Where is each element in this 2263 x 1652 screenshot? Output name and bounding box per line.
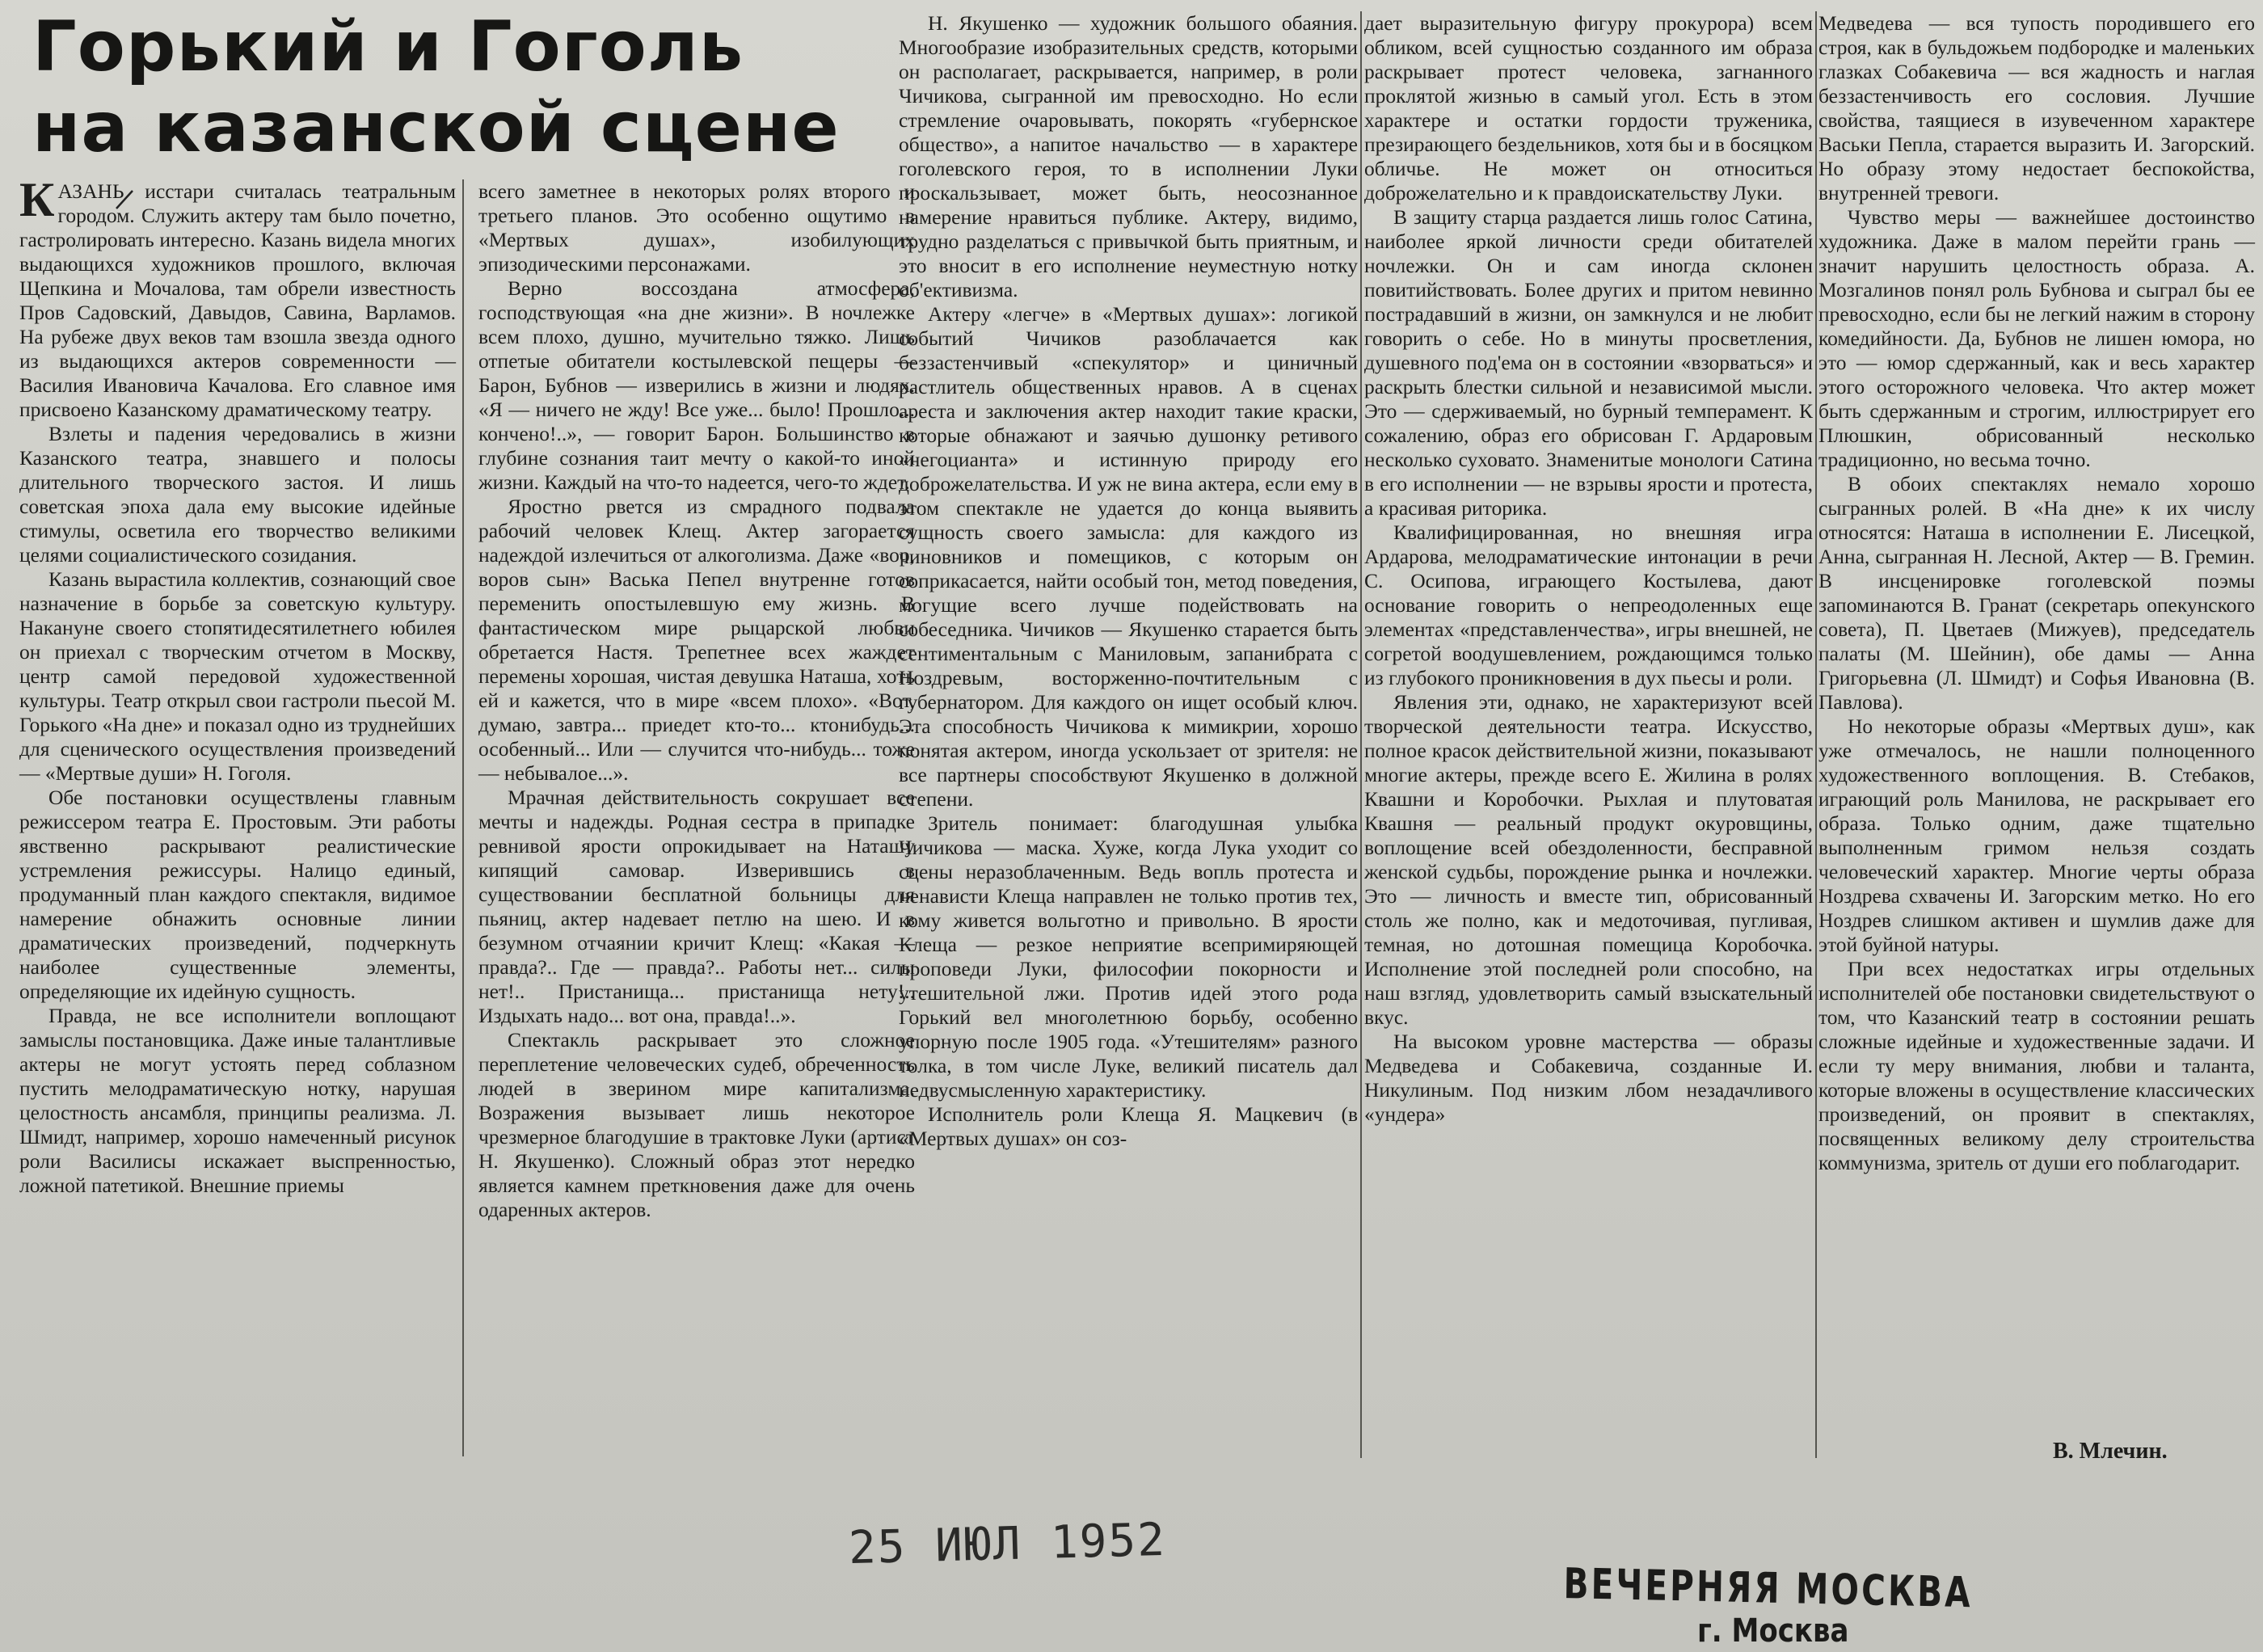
- dropcap: К: [19, 173, 55, 226]
- headline-line-1: Горький и Гоголь: [32, 6, 744, 87]
- paragraph: Яростно рвется из смрадного подвала рабочий человек Клещ. Актер загорается надеждой излечиться от алкоголизма. Даже «вор, воров сын» Васька Пепел внутренне готов переменить опостылевшую ему жизнь. В фантастическом мире рыцарской любви обретается Настя. Трепетнее всех жаждет перемены хорошая, чистая девушка Наташа, хоть ей и кажется, что в мире «всем плохо». «Вот, думаю, завтра... приедет кто-то... ктонибудь... особенный... Или — случится что-нибудь... тоже — небывалое...».: [478, 495, 915, 785]
- paragraph: Верно воссоздана атмосфера, господствующая «на дне жизни». В ночлежке всем плохо, душно, мучительно тяжко. Лишь отпетые обитатели костылевской пещеры — Барон, Бубнов — изверились в жизни и людях. «Я — ничего не жду! Все уже... было! Прошло... кончено!..», — говорит Барон. Большинство в глубине сознания таит мечту о какой-то иной жизни. Каждый на что-то надеется, чего-то ждет.: [478, 276, 915, 494]
- column-rule: [1360, 11, 1362, 1458]
- paragraph: Взлеты и падения чередовались в жизни Казанского театра, знавшего и полосы длительного творческого застоя. И лишь советская эпоха дала ему высокие идейные стимулы, осветила его творчество великими целями социалистического созидания.: [19, 422, 456, 567]
- paragraph: В защиту старца раздается лишь голос Сатина, наиболее яркой личности среди обитателей ночлежки. Он и сам иногда склонен повитийствовать. Более других и притом невинно пострадавший в жизни, он замкнулся и не любит говорить о себе. Но в минуты просветления, душевного под'ема он в состоянии «взорваться» и раскрыть блестки сильной и независимой мысли. Это — сдерживаемый, но бурный темперамент. К сожалению, образ его обрисован Г. Ардаровым несколько суховато. Знаменитые монологи Сатина в его исполнении — не взрывы ярости и протеста, а красивая риторика.: [1364, 205, 1813, 520]
- newspaper-name-stamp: ВЕЧЕРНЯЯ МОСКВА: [1563, 1560, 1974, 1618]
- paragraph: Но некоторые образы «Мертвых душ», как уже отмечалось, не нашли полноценного художественного воплощения. В. Стебаков, играющий роль Манилова, не раскрывает его образа. Только одним, даже тщательно выполненным гримом нельзя создать человеческий характер. Многие черты образа Ноздрева схвачены И. Загорским метко. Но его Ноздрев слишком активен и шумлив даже для этой буйной натуры.: [1818, 714, 2255, 956]
- paragraph: Явления эти, однако, не характеризуют всей творческой деятельности театра. Искусство, полное красок действительной жизни, показывают многие актеры, прежде всего Е. Жилина в ролях Квашни и Коробочки. Рыхлая и плутоватая Квашня — реальный продукт окуровщины, воплощение всей обездоленности, бесправной женской судьбы, порождение рынка и ночлежки. Это — личность и вместе тип, обрисованный столь же полно, как и медоточивая, пугливая, темная, но дотошная помещица Коробочка. Исполнение этой последней роли способно, на наш взгляд, удовлетворить самый взыскательный вкус.: [1364, 690, 1813, 1029]
- paragraph: Исполнитель роли Клеща Я. Мацкевич (в «Мертвых душах» он соз-: [899, 1102, 1358, 1150]
- author-signature: В. Млечин.: [2053, 1439, 2168, 1464]
- city-stamp: г. Москва: [1697, 1612, 1849, 1650]
- paragraph: Квалифицированная, но внешняя игра Ардарова, мелодраматические интонации в речи С. Осипова, играющего Костылева, дают основание говорить о непреодоленных еще элементах «представленчества», игры внешней, не согретой воодушевлением, рождающимся только из глубокого проникновения в дух пьесы и роли.: [1364, 520, 1813, 689]
- column-1: [19, 173, 456, 1198]
- paragraph: КАЗАНЬ исстари считалась театральным городом. Служить актеру там было почетно, гастролировать интересно. Казань видела многих выдающихся художников прошлого, включая Щепкина и Мочалова, там обрели известность Пров Садовский, Давыдов, Савина, Варламов. На рубеже двух веков там взошла звезда одного из выдающихся актеров современности — Василия Ивановича Качалова. Его славное имя присвоено Казанскому драматическому театру.: [19, 173, 456, 421]
- paragraph: Казань вырастила коллектив, сознающий свое назначение в борьбе за советскую культуру. Накануне своего стопятидесятилетнего юбилея он приехал с творческим отчетом в Москву, центр самой передовой художественной культуры. Театр открыл свои гастроли пьесой М. Горького «На дне» и показал одно из труднейших для сценического осуществления произведений — «Мертвые души» Н. Гоголя.: [19, 567, 456, 785]
- paragraph: Обе постановки осуществлены главным режиссером театра Е. Простовым. Эти работы явственно раскрывают реалистические устремления режиссуры. Налицо единый, продуманный план каждого спектакля, видимое намерение обнажить основные линии драматических произведений, подчеркнуть наиболее существенные элементы, определяющие их идейную сущность.: [19, 786, 456, 1003]
- column-rule: [1815, 11, 1817, 1458]
- paragraph: дает выразительную фигуру прокурора) всем обликом, всей сущностью созданного им образа раскрывает протест человека, загнанного проклятой жизнью в самый угол. Есть в этом характере и остатки гордости труженика, презирающего бездельников, хотя бы и в босяцком обличье. Не может он относиться доброжелательно и к правдоискательству Луки.: [1364, 11, 1813, 204]
- paragraph: Н. Якушенко — художник большого обаяния. Многообразие изобразительных средств, которыми он располагает, раскрывается, например, в роли Чичикова, сыгранной им превосходно. Но если стремление очаровывать, покорять «губернское общество», а напитое начальство — в характере гоголевского героя, то в исполнении Луки проскальзывает, может быть, неосознанное намерение нравиться публике. Актеру, видимо, трудно разделаться с привычкой быть приятным, и это вносит в его исполнение неуместную нотку об'ективизма.: [899, 11, 1358, 301]
- paragraph: На высоком уровне мастерства — образы Медведева и Собакевича, созданные И. Никулиным. Под низким лбом незадачливого «ундера»: [1364, 1030, 1813, 1126]
- paragraph: Медведева — вся тупость породившего его строя, как в бульдожьем подбородке и маленьких глазках Собакевича — вся жадность и наглая беззастенчивость его сословия. Лучшие свойства, таящиеся в изувеченном характере Васьки Пепла, старается выразить И. Загорский. Но образу этому недостает беспокойства, внутренней тревоги.: [1818, 11, 2255, 204]
- paragraph: Актеру «легче» в «Мертвых душах»: логикой событий Чичиков разоблачается как беззастенчивый «спекулятор» и циничный растлитель общественных нравов. А в сценах ареста и заключения актер находит такие краски, которые обнажают и заячью душонку ретивого «негоцианта» и истинную природу его доброжелательства. И уж не вина актера, если ему в этом спектакле не удается до конца выявить сущность своего замысла: для каждого из чиновников и помещиков, с которым он соприкасается, найти особый тон, метод поведения, могущие всего лучше подействовать на собеседника. Чичиков — Якушенко старается быть сентиментальным с Маниловым, запанибрата с Ноздревым, восторженно-почтительным с губернатором. Для каждого он ищет особый ключ. Эта способность Чичикова к мимикрии, хорошо понятая актером, иногда ускользает от зрителя: не все партнеры способствуют Якушенко в должной степени.: [899, 302, 1358, 811]
- column-4: [1364, 11, 1813, 1127]
- paragraph: всего заметнее в некоторых ролях второго и третьего планов. Это особенно ощутимо в «Мертвых душах», изобилующих эпизодическими персонажами.: [478, 179, 915, 276]
- headline-line-2: на казанской сцене: [32, 87, 840, 168]
- date-stamp: 25 ИЮЛ 1952: [848, 1513, 1167, 1575]
- paragraph: Мрачная действительность сокрушает все мечты и надежды. Родная сестра в припадке ревнивой ярости опрокидывает на Наташу кипящий самовар. Изверившись в существовании бесплатной больницы для пьяниц, актер надевает петлю на шею. И в безумном отчаянии кричит Клещ: «Какая — правда?.. Где — правда?.. Работы нет... силы нет!.. Пристанища... пристанища нету!.. Издыхать надо... вот она, правда!..».: [478, 786, 915, 1027]
- paragraph: Спектакль раскрывает это сложное переплетение человеческих судеб, обреченность людей в зверином мире капитализма. Возражения вызывает лишь некоторое чрезмерное благодушие в трактовке Луки (артист Н. Якушенко). Сложный образ этот нередко является камнем преткновения даже для очень одаренных актеров.: [478, 1028, 915, 1221]
- paragraph: Чувство меры — важнейшее достоинство художника. Даже в малом перейти грань — значит нарушить целостность образа. А. Мозгалинов понял роль Бубнова и сыграл бы ее превосходно, если бы не легкий нажим в сторону комедийности. Да, Бубнов не лишен юмора, но это — юмор сдержанный, как и весь характер этого осторожного человека. Что актер может быть сдержанным и строгим, иллюстрирует его Плюшкин, обрисованный несколько традиционно, но весьма точно.: [1818, 205, 2255, 471]
- column-2: [478, 179, 915, 1222]
- paragraph: Правда, не все исполнители воплощают замыслы постановщика. Даже иные талантливые актеры не могут устоять перед соблазном пустить мелодраматическую нотку, нарушая целостность ансамбля, принципы реализма. Л. Шмидт, например, хорошо намеченный рисунок роли Василисы искажает выспренностью, ложной патетикой. Внешние приемы: [19, 1004, 456, 1197]
- paragraph: В обоих спектаклях немало хорошо сыгранных ролей. В «На дне» к их числу относятся: Наташа в исполнении Е. Лисецкой, Анна, сыгранная Н. Лесной, Актер — В. Гремин. В инсценировке гоголевской поэмы запоминаются В. Гранат (секретарь опекунского совета), П. Цветаев (Мижуев), председатель палаты (М. Шейнин), обе дамы — Анна Григорьевна (Л. Шмидт) и Софья Ивановна (В. Павлова).: [1818, 472, 2255, 714]
- column-rule: [462, 179, 464, 1456]
- paragraph: При всех недостатках игры отдельных исполнителей обе постановки свидетельствуют о том, что Казанский театр в состоянии решать сложные идейные и художественные задачи. И если ту меру внимания, любви и таланта, которые вложены в осуществление классических произведений, он проявит в спектаклях, посвященных великому делу строительства коммунизма, зритель от души его поблагодарит.: [1818, 957, 2255, 1174]
- paragraph: Зритель понимает: благодушная улыбка Чичикова — маска. Хуже, когда Лука уходит со сцены неразоблаченным. Ведь вопль протеста и ненависти Клеща направлен не только против тех, кому живется вольготно и привольно. В ярости Клеща — резкое неприятие всепримиряющей проповеди Луки, философии покорности и утешительной лжи. Против идей этого рода Горький вел многолетнюю борьбу, особенно упорную после 1905 года. «Утешителям» разного толка, в том числе Луке, великий писатель дал недвусмысленную характеристику.: [899, 811, 1358, 1102]
- headline: [32, 6, 905, 168]
- column-5: [1818, 11, 2255, 1175]
- column-3: [899, 11, 1358, 1151]
